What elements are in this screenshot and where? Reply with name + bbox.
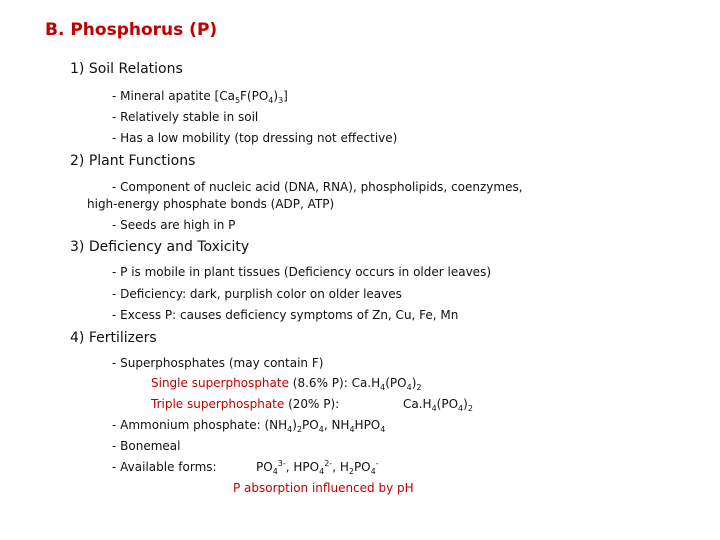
subscript: 4 [431,404,437,413]
heading-fertilizers: 4) Fertilizers [70,330,157,346]
bullet-bonemeal: - Bonemeal [112,439,181,453]
heading-soil-relations: 1) Soil Relations [70,61,183,77]
subscript: 4 [406,383,412,392]
text: ] [283,89,288,103]
text: ) [273,89,279,103]
subscript: 2 [467,404,473,413]
bullet-seeds-high: - Seeds are high in P [112,218,236,232]
bullet-deficiency-color: - Deficiency: dark, purplish color on older leaves [112,287,402,301]
subscript: 4 [380,425,386,434]
bullet-available-forms: - Available forms: [112,460,217,474]
text: , NH [323,418,350,432]
bullet-p-mobile: - P is mobile in plant tissues (Deficiency occurs in older leaves) [112,265,491,279]
text: - Mineral apatite [Ca [112,89,235,103]
bullet-mineral-apatite [112,89,288,105]
triple-superphosphate-formula [403,397,473,413]
text: (8.6% P): [288,376,352,390]
subscript: 4 [318,425,324,434]
heading-deficiency-toxicity: 3) Deficiency and Toxicity [70,239,250,255]
subscript: 4 [287,425,293,434]
single-superphosphate-name: Single superphosphate [151,376,289,390]
p-absorption-note: P absorption influenced by pH [233,481,414,495]
text: (20% P): [284,397,340,411]
text: , HPO [285,460,320,474]
text: Ca.H [351,376,381,390]
subscript: 2 [296,425,303,434]
superscript: - [375,459,379,468]
text: - Ammonium phosphate: (NH [112,418,288,432]
slide-title: B. Phosphorus (P) [45,20,218,40]
text: HPO [354,418,381,432]
bullet-nucleic-acid: - Component of nucleic acid (DNA, RNA), phospholipids, coenzymes, [112,180,523,194]
text: ) [292,418,297,432]
bullet-relatively-stable: - Relatively stable in soil [112,110,259,124]
subscript: 5 [234,96,241,105]
bullet-ammonium-phosphate [112,418,386,434]
text: , H [332,460,349,474]
superscript: 2- [324,459,333,468]
bullet-superphosphates: - Superphosphates (may contain F) [112,356,324,370]
bullet-low-mobility: - Has a low mobility (top dressing not effective) [112,131,398,145]
line-single-superphosphate [151,376,422,392]
text: PO [353,460,371,474]
subscript: 4 [458,404,464,413]
text: ) [411,376,417,390]
subscript: 4 [319,467,325,476]
subscript: 4 [272,467,278,476]
subscript: 4 [349,425,355,434]
bullet-excess-p: - Excess P: causes deficiency symptoms of Zn, Cu, Fe, Mn [112,308,459,322]
line-triple-superphosphate [151,398,339,410]
triple-superphosphate-name: Triple superphosphate [151,397,285,411]
subscript: 4 [380,383,386,392]
text: (PO [436,397,459,411]
subscript: 2 [348,467,354,476]
subscript: 4 [370,467,376,476]
subscript: 3 [278,96,284,105]
text: F(PO [240,89,269,103]
heading-plant-functions: 2) Plant Functions [70,153,196,169]
text: ) [463,397,468,411]
subscript: 4 [268,96,274,105]
bullet-nucleic-acid-continued: high-energy phosphate bonds (ADP, ATP) [87,197,335,211]
text: PO [302,418,319,432]
superscript: 3- [277,459,286,468]
text: Ca.H [403,397,432,411]
subscript: 2 [416,383,422,392]
text: PO [256,460,273,474]
available-forms-ions [256,459,379,476]
text: (PO [385,376,407,390]
